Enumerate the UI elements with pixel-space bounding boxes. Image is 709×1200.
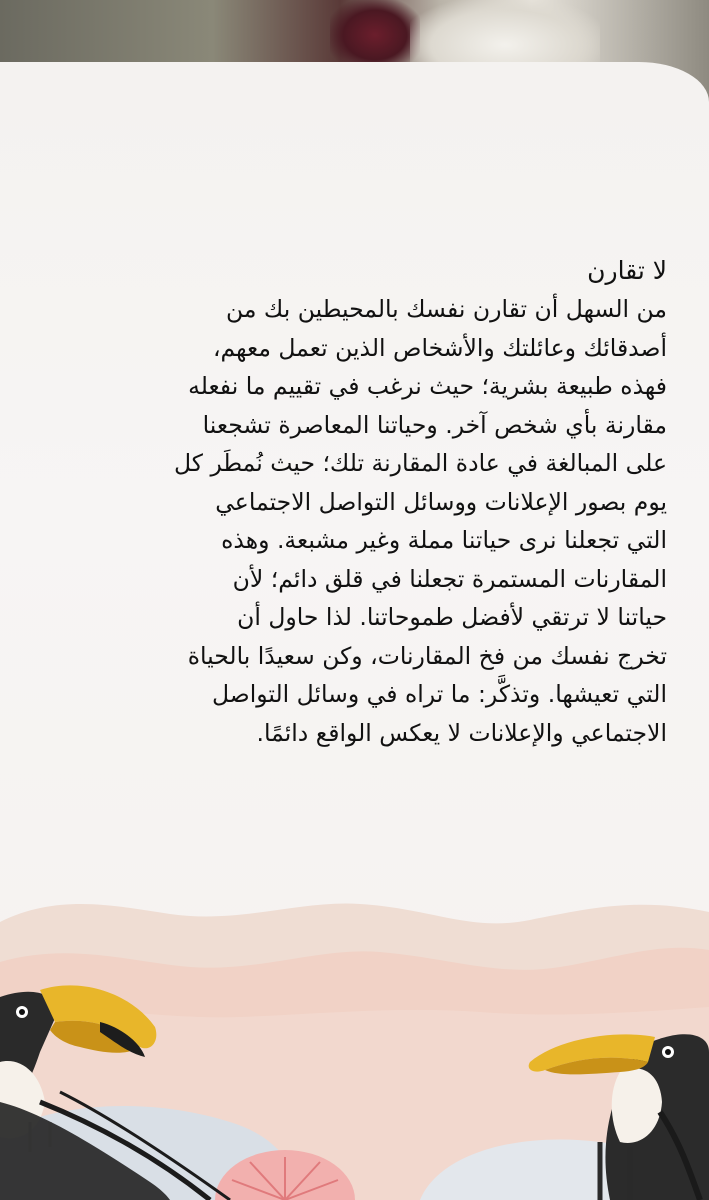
text-line: أصدقائك وعائلتك والأشخاص الذين تعمل معهم، [212,333,667,362]
text-line: على المبالغة في عادة المقارنة تلك؛ حيث نُمطَر كل [173,449,667,477]
text-line: المقارنات المستمرة تجعلنا في قلق دائم؛ لأن [232,564,667,593]
background-rose [330,0,420,70]
text-line: حياتنا لا ترتقي لأفضل طموحاتنا. لذا حاول أن [237,603,667,631]
text-line: فهذه طبيعة بشرية؛ حيث نرغب في تقييم ما نفعله [188,372,667,400]
text-line: الاجتماعي والإعلانات لا يعكس الواقع دائمًا. [256,718,667,747]
article-heading: لا تقارن [587,256,667,285]
text-line: يوم بصور الإعلانات ووسائل التواصل الاجتماعي [215,487,667,516]
article-text [27,254,667,752]
text-line: من السهل أن تقارن نفسك بالمحيطين بك من [225,295,667,323]
book-page [0,62,709,1200]
text-line: التي تجعلنا نرى حياتنا مملة وغير مشبعة. وهذه [221,526,667,554]
text-line: تخرج نفسك من فخ المقارنات، وكن سعيدًا بالحياة [187,641,667,670]
text-line: التي تعيشها. وتذكَّر: ما تراه في وسائل التواصل [211,680,667,708]
text-line: مقارنة بأي شخص آخر. وحياتنا المعاصرة تشجعنا [202,410,667,439]
